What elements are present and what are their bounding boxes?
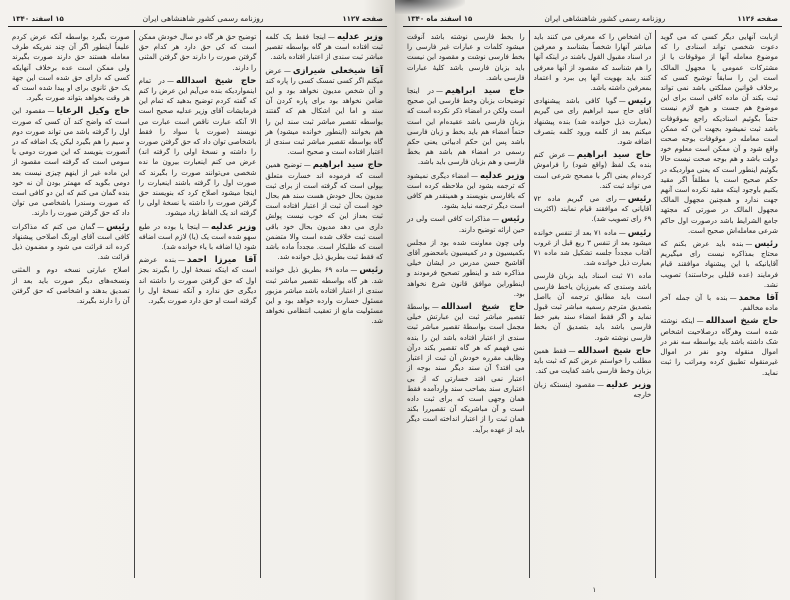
newspaper-title: روزنامه رسمی کشور شاهنشاهی ایران [544,14,666,23]
transcript-paragraph [534,96,652,147]
transcript-paragraph [407,238,525,299]
paragraph-text: اصلاح عبارتی نسخه دوم و المثنی ونسخه‌های دیگر صورت باید بعد از تصدیق بدهند و اشخاصی که حق گرفتن آن را دارند بگیرند. [11,266,130,306]
paragraph-text: ازبابت آنهایی دیگر کسی که می گوید دعوت شخصی تواند اسنادی را که موضوع معامله آنها از موقوفات یا از مشترکات عمومی یا مجهول المالک است این را سابقاً توشیح کسی که برخلاف قوانین مملکتی باشد نمی تواند ثبت بکند آن ماده کافی است برای این موضوع هم جست و هیچ لازم نیست حتماً بگوئیم اسنادیکه راجع بموقوفات باشد ثبت نمیشود بجهت این که ممکن است معامله در موقوفات بوجه صحت واقع شود و آن ممکن است معلوم خود دولت باشد و هم بوجه صحت نیست حالا بگوئیم اینطور است که یعنی مواردیکه در حکم صحیح است یا مطلقاً اگر مقید بکنیم باوجود اینکه مقید نکرده است آنهم جهت ندارد و همچنین مجهول المالک مجهول المالک در صورتی که مجتهد جامع الشرایط باشد درصورت اول حاکم شرعی معامله‌اش صحیح است. [660,33,778,235]
speaker-name: حاج سید ابراهیم [312,160,384,171]
transcript-paragraph [534,150,652,191]
speaker-name: رئیس [501,214,525,225]
paragraph-text: اینجا فقط یک کلمه ثبت افتاده است هر گاه بواسطه تقصیر مباشر ثبت سندی از اعتبار افتاده باشد. [265,33,383,62]
transcript-paragraph [12,32,130,103]
separator: — [435,87,443,96]
speaker-name: آقا محمد [738,293,778,304]
paragraph-text: را بخط فارسی نوشته باشد آنوقت میشود کلمات و عبارات غیر فارسی را بخط فارسی نوشت و مقصود این نیست باید بزبان فارسی باشد کلیهٔ عبارات فارسی باشد. [406,33,525,82]
transcript-paragraph [534,380,652,400]
transcript-paragraph [265,66,383,158]
speaker-name: حاج سید ابراهیم [576,150,652,161]
paragraph-text: رای می گیریم ماده ۷۲ آقایانی که موافقند قیام نمایند (اکثریت ۶۹ رای تصویب شد). [533,195,652,224]
speaker-name: رئیس [106,221,130,232]
transcript-paragraph [139,76,257,219]
transcript-paragraph [534,346,652,377]
separator: — [567,151,575,160]
separator: — [97,222,105,231]
paragraph-text: در اینجا توضیحات بزبان وخط فارسی این صحیح است ولکن در امضاء ذکر نکرده است که بزبان فارسی باشد عقیده‌ام این است حتماً امضاء هم باید بخط و زبان فارسی باشد پس این حکم ادبیاتی یعنی حکم رسمی در امضاء هم باشد هم بخط فارسی و هم بزبان فارسی باید باشد. [406,87,525,167]
text-column [261,30,387,578]
separator: — [729,294,737,303]
speaker-name: حاج وکیل الرعایا [56,106,130,117]
paragraph-text: مقصود اینستکه زبان خارجه [533,380,652,399]
text-columns [403,30,782,578]
transcript-paragraph [139,222,257,253]
transcript-paragraph [407,86,525,168]
separator: — [431,303,439,312]
separator: — [201,222,209,231]
paragraph-text: بنده با آن جمله آخر ماده مخالفم. [660,294,778,313]
paragraph-text: عرض میکنم اگر کسی تمسک کسی را پاره کند و آن شخص مدیون نخواهد بود و این ضامن نخواهد بود برای پاره کردن آن سند و اما این اشکال هم که گفتند بواسطه تقصیر مباشر ثبت سند این را هم بخوانند (اینطور خوانده میشود) هر گاه بواسطه تقصیر مباشر ثبت سندی از اعتبار افتاده است و صحیح است. [265,66,383,157]
speaker-name: حاج شیخ اسدالله [577,345,652,356]
paragraph-text: فقط همین مطلب را خواستم عرض کنم که ثبت باید بزبان وخط فارسی باشد کفایت می کند. [533,346,652,376]
separator: — [303,161,311,170]
transcript-paragraph [660,32,778,236]
issue-date: ۱۵ اسفند ماه ۱۳۴۰ [407,15,473,23]
separator: — [327,33,335,41]
separator: — [283,66,291,75]
separator: — [166,76,174,85]
speaker-name: حاج سید ابراهیم [444,86,525,97]
transcript-paragraph [12,106,130,218]
speaker-name: حاج شیخ اسدالله [440,302,525,313]
page-header [8,14,387,27]
speaker-name: وزیر عدلیه [336,32,383,42]
transcript-paragraph [265,160,383,262]
separator: — [618,97,626,106]
speaker-name: وزیر عدلیه [480,170,525,181]
transcript-paragraph [265,32,383,63]
paragraph-text: گویا کافی باشد پیشنهادی آقای حاج سید ابراهیم رای می گیریم (بعبارت ذیل خوانده شد) بنده پیشنهاد میکنم بعد از کلمه ورود کلمه بتصرف اضافه شود. [533,97,652,147]
speaker-name: آقا شیخعلی شیرازی [292,65,383,76]
transcript-paragraph [407,171,525,212]
text-column [403,30,530,578]
text-column [135,30,262,578]
speaker-name: وزیر عدلیه [210,221,257,232]
transcript-paragraph [660,293,778,313]
paragraph-text: گمان می کنم که مذاکرات کافی است آقای اورنگ اصلاحی پیشنهاد کرده اند قرائت می شود و مضمون ذیل قرائت شد. [11,222,130,262]
paragraph-text: امضاء دیگری نمیشود که ترجمه بشود این ملاحظه کرده است که بافارسی بنویسند و همینقدر هم کافی است دیگر ترجمه نباید بشود. [406,171,525,211]
separator: — [597,380,605,389]
text-column [530,30,657,578]
paragraph-text: بنده عرضم است که اینکه نسخهٔ اول را بگیرند بجز اول که حق گرفتن صورت را داشته اند دیگری حق ندارد و آنکه نسخهٔ اول را گرفته است او حق دارد صورت بگیرد. [138,256,257,306]
paragraph-text: اینجا یا بوده در طبع سهو شده است یک (یا) لازم است اضافه شود (یا اضافه با یاء خوانده شد). [138,222,257,252]
speaker-name: حاج شیخ اسدالله [175,75,257,86]
paragraph-text: ولی چون معاونت شده بود از مجلس بکمیسیون و در کمیسیون بامحضور آقای آقاشیخ حسن مدرس در ایشان خیلی مذاکره شد و اینطور تصحیح فرمودند و اینطوراین موافق قانون شرع نخواهد بود. [406,238,525,298]
paragraph-text: بواسطهٔ تقصیر مباشر ثبت این عبارتش خیلی مجمل است بواسطهٔ تقصیر مباشر ثبت سندی از اعتبار افتاده باشد این را بنده نمی فهمم که هر گاه تقصیر بکند درآن وظایف مقرره خودش آن ثبت از اعتبار می افتد؟ آن سند دیگر سند بوجه از اعتبار نمی افتد خسارتی که از بی اعتباری سند بصاحب سند واردآمده فقط همان وجهی است که برای ثبت داده است و آن مباشریکه آن تقصیررا بکند همان ثبت را از اعتبار انداخته است دیگر باید از عهده برآید. [406,303,525,434]
separator: — [471,171,478,180]
paragraph-text: ماده ۶۹ بطریق ذیل خوانده شد. هر گاه بواسطه تقصیر مباشر ثبت سندی از اعتبار افتاده باشد مباشر مزبور مسئول خسارت وارده خواهد بود و این مسئولیت مانع از تعقیب انتظامی نخواهد شد. [265,266,383,326]
speaker-name: رئیس [754,239,778,250]
paragraph-text: آن اشخاص را که معرفی می کنند باید مباشر آنهارا شخصاً بشناسد و معرفین در اسناد مقبول القول باشند در اینکه آنها را هم شناسد که مقصود از آنها معرفی کنند باید بهویت آنها پی ببرد و اعتماد بمعرفین داشته باشد. [533,33,652,93]
speaker-name: حاج شیخ اسدالله [705,316,778,327]
transcript-paragraph [534,32,652,93]
separator: — [568,346,576,355]
transcript-paragraph [407,302,525,435]
page-number: صفحه ۱۱۲۶ [737,15,778,23]
transcript-paragraph [534,194,652,225]
separator: — [492,215,500,224]
speaker-name: رئیس [359,265,383,276]
speaker-name: رئیس [627,227,652,238]
paragraph-text: توضیح همین است که فرموده اند خسارت متعلق بپولی است که گرفته است از برای ثبت مدیون بحال خودش هست سند هم بحال خود است آن ثبت از اعتبار افتاده است ثبت بعداز این که خوب نیست پولش داری می دهد مدیون بحال خود باقی است ثبت خلاف شده است والا متضمن است که طلبکار است. مجدداً ماده باشد که فقط ثبت بطریق ذیل خوانده شد. [265,161,383,262]
separator: — [350,266,358,275]
text-column [656,30,782,578]
text-column [8,30,135,578]
separator: — [618,195,626,204]
transcript-paragraph [534,271,652,342]
issue-date: ۱۵ اسفند ۱۳۴۰ [12,15,64,23]
scan-shadow [395,0,465,14]
transcript-paragraph [660,239,778,290]
paragraph-text: صورت بگیرد بواسطه آنکه عرض کردم علیماً اینطور اگر آن چند نفریکه طرف معامله هستند حق دارند صورت بگیرند ولی ممکن است عده برخلاف آنهایکه کسی که دارای حق شده است این جهة یک حق ثانوی برای او پیدا شده است که هر وقت بخواهد بتواند صورت بگیرد. [11,33,130,103]
page-header [403,14,782,27]
paragraph-text: مقصود این است که واضح کند آن کسی که صورت اول را گرفته باشد می تواند صورت دوم و سیم را هم بگیرد لیکن یک اضافه که در آنصورت بنویسد که این صورت دومی یا سومی است که گرفته است مقصود از این ماده غیر از اینهم چیزی نیست بعد دومی بگوید که مهمتر بودن آن نه خود بنده گمان می کنم که این دو کافی است که صورت وسندرا باشخاصی می توان داد که حق گرفتن صورت را دارند. [11,107,130,218]
separator: — [178,256,186,265]
paragraph-text: عرض کنم بنده یک لفظ (واقع شود) را فراموش کرده‌ام یعنی اگر با مصحح شرعی است می تواند ثبت کند. [533,151,652,190]
separator: — [696,317,704,326]
transcript-paragraph [660,316,778,377]
transcript-paragraph [534,228,652,269]
transcript-paragraph [407,32,525,83]
transcript-paragraph [139,32,257,73]
transcript-paragraph [12,265,130,306]
separator: — [47,107,55,116]
separator: — [618,228,626,237]
transcript-paragraph [407,214,525,234]
speaker-name: آقا میرزا احمد [187,255,257,266]
transcript-paragraph [12,222,130,263]
speaker-name: رئیس [627,96,652,107]
paragraph-text: در تمام اینمواردیکه بنده می‌آیم این عرض را کنم که گفته کردم توضیح بدهید که تمام این فرمایشات آقای وزیر عدلیه صحیح است الا آنکه عبارت ناقص است عبارت می نویسند (صورت یا سواد را فقط باشخاصی توان داد که حق گرفتن صورت را داشته و نسخهٔ اولی را گرفته اند) عرض می کنم اینعبارت بیرون ما نده شخصی می‌توانند صورت را بگیرند که صورت اول را گرفته باشند اینعبارت را اینجا میشود اصلاح کرد که بنویسند حق گرفتن صورت را داشته یا نسخهٔ اولی را گرفته اند یک الفاظ زیاد میشود. [138,76,257,218]
transcript-paragraph [265,265,383,326]
speaker-name: رئیس [627,194,652,205]
page-mark: ۱ [592,586,597,594]
paragraph-text: توضیح حق هر گاه دو سال خودش ممکن است که کی حق دارد هر کدام حق گرفتن صورت را دارند حق گرفتن المثنی را دارند. [138,33,257,72]
paragraph-text: مذاکرات کافی است ولی در حین ارائه توضیح دارند. [406,215,525,234]
text-columns [8,30,387,578]
paragraph-text: اینکه نوشته شده است وهرگاه درصلاحیت اشخاص شک داشته باشد باید بواسطه سه نفر در اموال منقوله ودو نفر در اموال غیرمنقوله تطبیق کرده ومراتب را ثبت نماید. [660,317,778,377]
page-right [395,0,790,600]
speaker-name: وزیر عدلیه [606,379,652,390]
separator: — [745,240,753,249]
newspaper-title: روزنامه رسمی کشور شاهنشاهی ایران [142,14,264,23]
page-number: صفحه ۱۱۲۷ [342,15,383,23]
paragraph-text: ماده ۷۱ ثبت اسناد باید بزبان فارسی باشد وسندی که بغیرزبان یاخط فارسی است باید مطابق ترجمه آن بااصل بتصدیق مترجم رسمیه مباشر ثبت قبول نماید و اگر فقط امضاء سند بغیر خط فارسی باشد باید بتصدیق آن بخط فارسی نوشته شود. [533,272,652,342]
paragraph-text: بنده باید عرض بکنم که محتاج بمذاکره نیست رای میگیریم آقایانیکه با این پیشنهاد موافقند قیام فرمایند (عده قلیلی برخاستند) تصویب نشد. [660,240,778,289]
paragraph-text: ماده ۷۱ بعد از تنفس خوانده میشود بعد از تنفس ۳ ربع قبل از غروب آفتاب مجدداً جلسه تشکیل شد ماده ۷۱ بعبارت ذیل خوانده شد. [533,228,652,268]
transcript-paragraph [139,255,257,306]
